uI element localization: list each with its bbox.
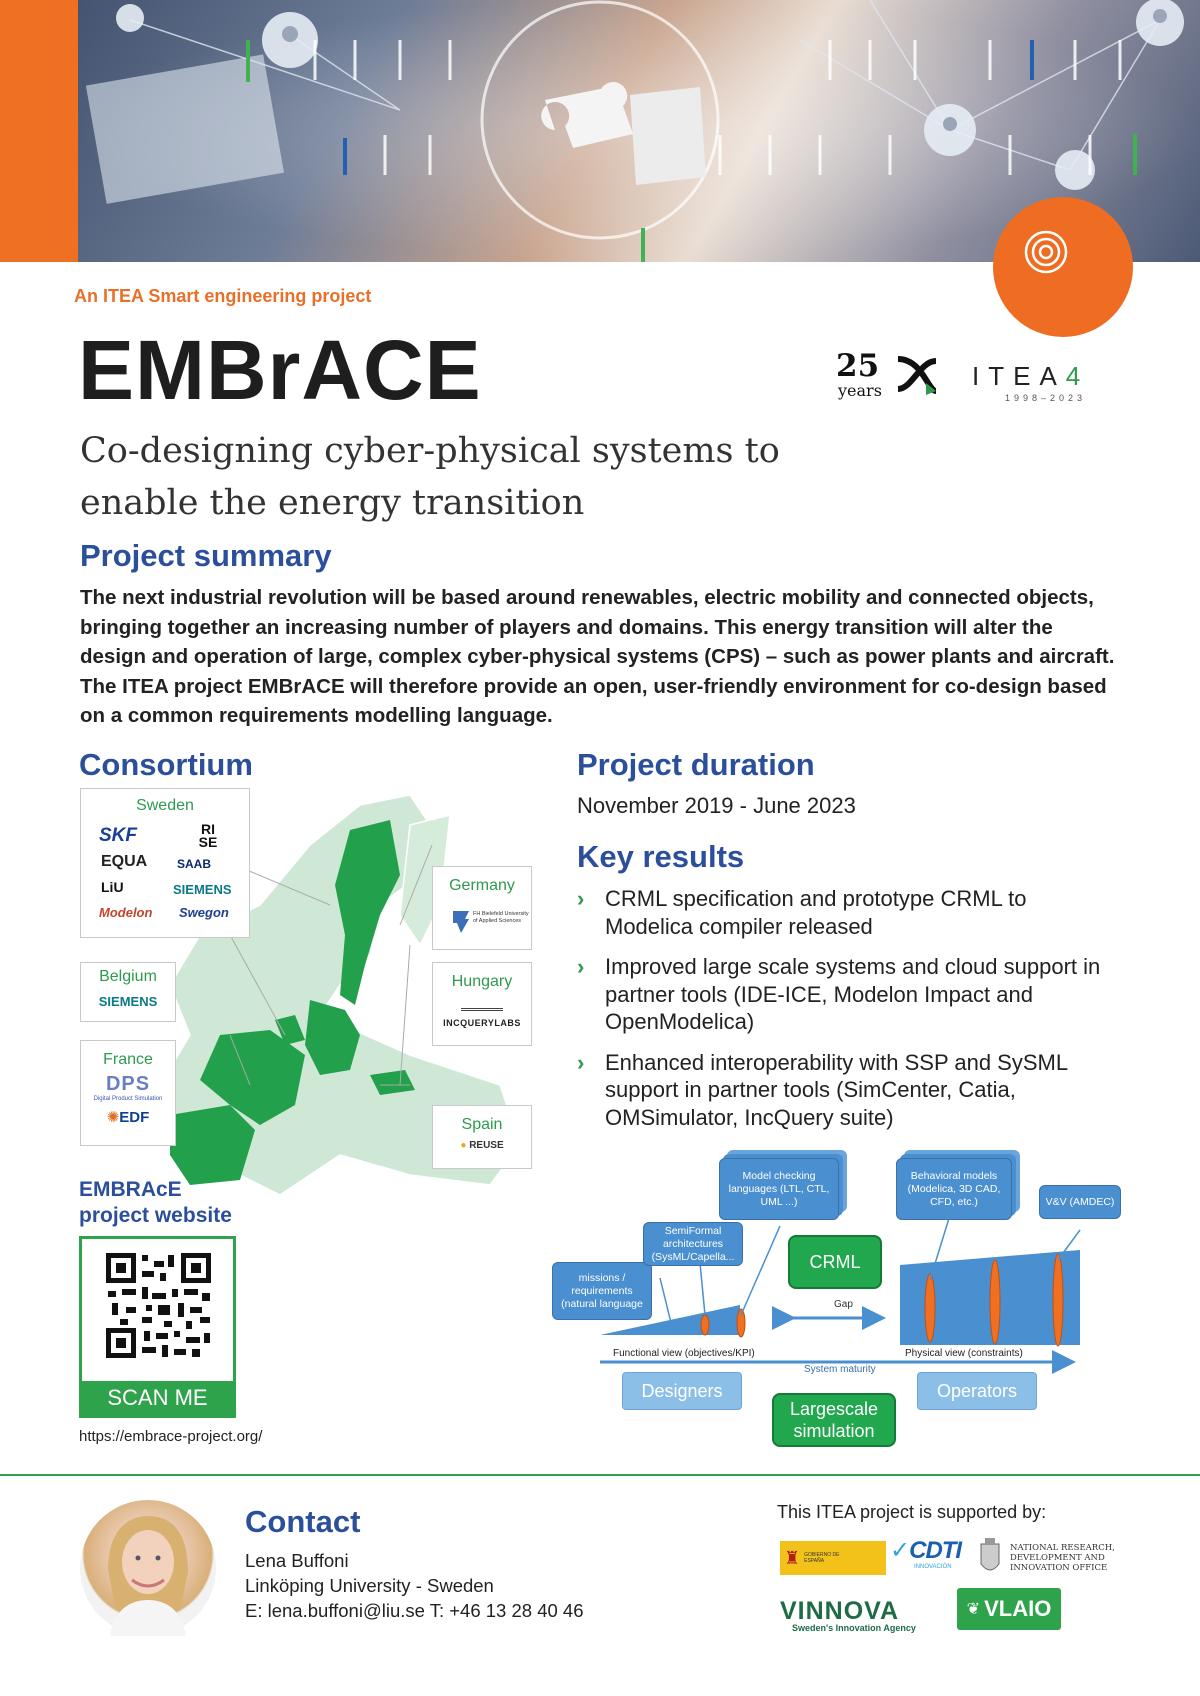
website-heading-line2: project website	[79, 1204, 232, 1227]
itea-brand-name: ITEA	[972, 361, 1066, 391]
key-result-text: CRML specification and prototype CRML to Modelica compiler released	[605, 886, 1027, 939]
vinnova-logo: VINNOVA	[780, 1597, 900, 1625]
itea-brand-number: 4	[1065, 361, 1090, 391]
dps-subtitle: Digital Product Simulation	[93, 1096, 163, 1102]
key-results-heading: Key results	[577, 839, 745, 874]
key-result-text: Improved large scale systems and cloud support in partner tools (IDE-ICE, Modelon Impact and OpenModelica)	[605, 954, 1101, 1034]
cdti-logo	[890, 1536, 961, 1565]
spain-government-logo	[780, 1541, 886, 1575]
designers-box: Designers	[622, 1372, 742, 1410]
itea-years-number: 25	[836, 348, 880, 384]
cdti-check-icon: ✓	[890, 1537, 910, 1564]
modelon-logo: Modelon	[99, 905, 153, 920]
fh-bielefeld-logo: FH Bielefeld University of Applied Sciences	[473, 911, 529, 924]
fh-bielefeld-icon	[451, 909, 471, 935]
key-result-item	[577, 953, 1117, 1036]
spain-crest-icon: ♜	[784, 1547, 801, 1568]
rise-logo: RI SE	[198, 821, 218, 850]
germany-box	[432, 866, 532, 950]
itea-years-word: years	[838, 381, 882, 400]
key-result-item	[577, 885, 1117, 940]
itea-logo	[830, 347, 1130, 407]
france-label: France	[103, 1051, 153, 1068]
spain-box	[432, 1105, 532, 1169]
sweden-label: Sweden	[136, 797, 194, 814]
itea-brand	[972, 363, 1089, 389]
contact-email-phone[interactable]: E: lena.buffoni@liu.se T: +46 13 28 40 46	[245, 1600, 584, 1621]
vlaio-logo	[957, 1588, 1061, 1630]
summary-text: The next industrial revolution will be based around renewables, electric mobility and connected objects, bringing together an increasing number of players and domains. This energy transition will alter the design and operation of large, complex cyber-physical systems (CPS) – such as power plants and aircraft. The ITEA project EMBrACE will therefore provide an open, user-friendly environment for co-design based on a common requirements modelling language.	[80, 586, 1115, 727]
itea-years-range: 1998–2023	[1005, 393, 1087, 403]
missions-box: missions / requirements (natural language	[552, 1262, 652, 1320]
itea-swirl-icon	[892, 353, 940, 395]
model-checking-box: Model checking languages (LTL, CTL, UML ...)	[719, 1158, 839, 1220]
crml-box: CRML	[788, 1235, 882, 1289]
incquery-logo: INCQUERYLABS	[443, 1018, 521, 1028]
summary-heading: Project summary	[80, 538, 332, 573]
spain-government-text: GOBIERNO DE ESPAÑA	[804, 1552, 840, 1564]
france-box	[80, 1040, 176, 1146]
supporters-heading: This ITEA project is supported by:	[777, 1502, 1047, 1522]
duration-heading: Project duration	[577, 747, 815, 782]
website-heading	[79, 1177, 232, 1229]
vinnova-subtitle: Sweden's Innovation Agency	[792, 1623, 916, 1633]
system-maturity-label: System maturity	[804, 1364, 876, 1375]
duration-value: November 2019 - June 2023	[577, 793, 856, 818]
contact-avatar	[80, 1500, 216, 1636]
key-result-text: Enhanced interoperability with SSP and SySML support in partner tools (SimCenter, Catia, OMSimulator, IncQuery suite)	[605, 1049, 1068, 1130]
person-photo-icon	[80, 1500, 216, 1636]
belgium-label: Belgium	[99, 968, 157, 985]
edf-logo	[81, 1108, 175, 1126]
spain-label: Spain	[461, 1116, 503, 1133]
swegon-logo: Swegon	[179, 905, 229, 920]
operators-box: Operators	[917, 1372, 1037, 1410]
chevron-right-icon: ›	[577, 954, 585, 979]
dps-logo: DPS	[105, 1073, 151, 1095]
page-subtitle: Co-designing cyber-physical systems to enable the energy transition	[80, 431, 780, 523]
consortium-heading: Consortium	[79, 747, 253, 782]
reuse-dot-icon: ●	[460, 1140, 467, 1151]
chevron-right-icon: ›	[577, 1049, 585, 1075]
edf-burst-icon: ✺	[106, 1109, 120, 1126]
target-icon	[993, 197, 1133, 337]
hungarian-crest-icon	[979, 1538, 1001, 1578]
skf-logo: SKF	[99, 825, 137, 846]
behavioral-models-box: Behavioral models (Modelica, 3D CAD, CFD, etc.)	[896, 1158, 1012, 1220]
contact-heading: Contact	[245, 1504, 361, 1539]
gap-label: Gap	[834, 1299, 853, 1310]
siemens-logo: SIEMENS	[173, 882, 232, 897]
footer-divider	[0, 1474, 1200, 1476]
qr-code-icon	[106, 1253, 211, 1358]
scan-me-label[interactable]: SCAN ME	[82, 1381, 233, 1415]
orange-side-bar	[0, 0, 78, 262]
hungary-box	[432, 962, 532, 1046]
sweden-box	[80, 788, 250, 938]
cdti-text: CDTI	[909, 1537, 962, 1564]
reuse-text: REUSE	[469, 1140, 504, 1151]
cdti-subtitle: INNOVACIÓN	[914, 1564, 952, 1570]
contact-affiliation: Linköping University - Sweden	[245, 1575, 494, 1596]
belgium-box	[80, 962, 176, 1022]
reuse-logo	[433, 1140, 531, 1151]
project-tag: An ITEA Smart engineering project	[74, 286, 372, 306]
page-title: EMBrACE	[78, 323, 482, 417]
building-icon	[461, 999, 503, 1011]
nrdi-logo: NATIONAL RESEARCH, DEVELOPMENT AND INNOVATION OFFICE	[1010, 1543, 1115, 1573]
hungary-label: Hungary	[451, 973, 513, 990]
vlaio-leaf-icon: ❦	[966, 1601, 981, 1618]
website-url[interactable]: https://embrace-project.org/	[79, 1428, 263, 1445]
saab-logo: SAAB	[177, 857, 212, 871]
target-badge	[993, 197, 1133, 337]
belgium-siemens-logo: SIEMENS	[98, 994, 158, 1009]
liu-logo: LiU	[101, 879, 124, 895]
contact-name: Lena Buffoni	[245, 1550, 349, 1571]
equa-logo: EQUA	[101, 853, 148, 870]
website-heading-line1: EMBRAcE	[79, 1178, 182, 1201]
germany-label: Germany	[449, 877, 515, 894]
key-results-list	[577, 885, 1117, 1144]
vv-box: V&V (AMDEC)	[1039, 1185, 1121, 1219]
semiformal-box: SemiFormal architectures (SysML/Capella...	[643, 1222, 743, 1266]
edf-text: EDF	[119, 1109, 150, 1126]
physical-view-label: Physical view (constraints)	[905, 1348, 1023, 1359]
chevron-right-icon: ›	[577, 886, 585, 911]
largescale-simulation-box: Largescale simulation	[772, 1393, 896, 1447]
functional-view-label: Functional view (objectives/KPI)	[613, 1348, 755, 1359]
key-result-item	[577, 1049, 1117, 1132]
qr-code-frame[interactable]	[79, 1236, 236, 1418]
vlaio-text: VLAIO	[984, 1596, 1052, 1621]
